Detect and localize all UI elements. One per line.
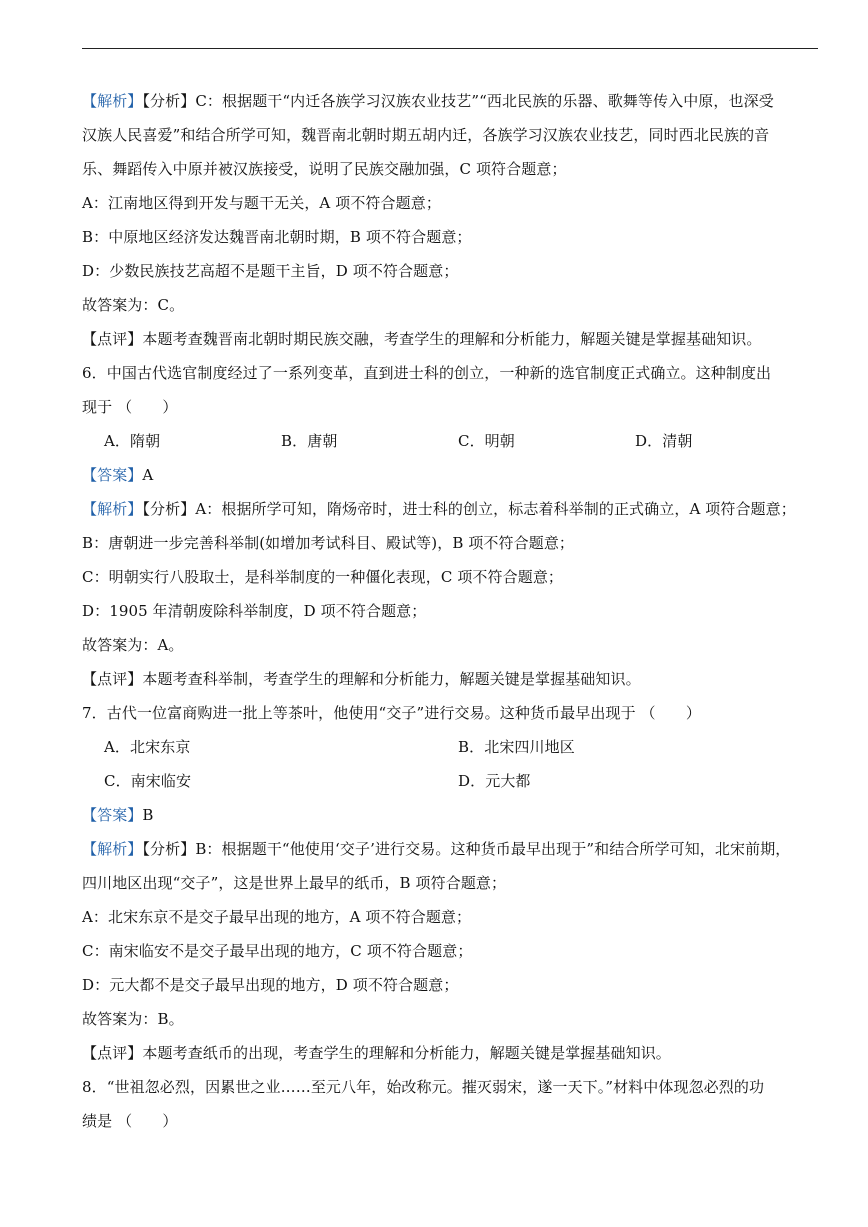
analysis-line: B：唐朝进一步完善科举制(如增加考试科目、殿试等)，B 项不符合题意；	[82, 534, 575, 552]
question-stem: 绩是 （ ）	[82, 1112, 178, 1130]
answer-value: B	[142, 806, 154, 824]
analysis-line: 故答案为：C。	[82, 296, 185, 314]
daan-label: 【答案】	[82, 466, 143, 484]
review-line	[82, 1036, 818, 1070]
dianping-label: 【点评】	[82, 330, 143, 348]
fenxi-label: 【分析】	[142, 500, 196, 518]
jiexi-label: 【解析】	[82, 92, 143, 110]
option-b: B．唐朝	[281, 432, 338, 450]
review-line	[82, 662, 818, 696]
option-c: C．明朝	[458, 432, 515, 450]
analysis-line: C：明朝实行八股取士，是科举制度的一种僵化表现，C 项不符合题意；	[82, 568, 564, 586]
analysis-line: C：南宋临安不是交子最早出现的地方，C 项不符合题意；	[82, 942, 473, 960]
review-text: 本题考查纸币的出现，考查学生的理解和分析能力，解题关键是掌握基础知识。	[142, 1044, 671, 1062]
jiexi-label: 【解析】	[82, 840, 143, 858]
dianping-label: 【点评】	[82, 670, 143, 688]
fenxi-label: 【分析】	[142, 92, 196, 110]
options-row	[82, 764, 818, 798]
document-body	[82, 84, 818, 1138]
analysis-line: 故答案为：B。	[82, 1010, 184, 1028]
jiexi-label: 【解析】	[82, 500, 143, 518]
analysis-line: 四川地区出现“交子”，这是世界上最早的纸币，B 项符合题意；	[82, 874, 507, 892]
answer-line	[82, 458, 818, 492]
analysis-line: B：中原地区经济发达魏晋南北朝时期，B 项不符合题意；	[82, 228, 472, 246]
question-stem: 7．古代一位富商购进一批上等茶叶，他使用“交子”进行交易。这种货币最早出现于 （ ）	[82, 704, 701, 722]
dianping-label: 【点评】	[82, 1044, 143, 1062]
option-d: D．清朝	[635, 432, 693, 450]
analysis-text: C：根据题干“内迁各族学习汉族农业技艺”“西北民族的乐器、歌舞等传入中原，也深受	[195, 92, 774, 110]
options-row	[82, 424, 818, 458]
analysis-line: 汉族人民喜爱”和结合所学可知，魏晋南北朝时期五胡内迁，各族学习汉族农业技艺，同时西北民族的音	[82, 126, 770, 144]
analysis-line: A：江南地区得到开发与题干无关，A 项不符合题意；	[82, 194, 441, 212]
option-b: B．北宋四川地区	[458, 738, 575, 756]
review-line	[82, 322, 818, 356]
fenxi-label: 【分析】	[142, 840, 196, 858]
analysis-line: D：少数民族技艺高超不是题干主旨，D 项不符合题意；	[82, 262, 459, 280]
analysis-line	[82, 84, 818, 118]
analysis-line: A：北宋东京不是交子最早出现的地方，A 项不符合题意；	[82, 908, 472, 926]
review-text: 本题考查科举制，考查学生的理解和分析能力，解题关键是掌握基础知识。	[142, 670, 641, 688]
analysis-line	[82, 492, 818, 526]
analysis-text: B：根据题干“他使用‘交子’进行交易。这种货币最早出现于”和结合所学可知，北宋前期，	[195, 840, 791, 858]
review-text: 本题考查魏晋南北朝时期民族交融，考查学生的理解和分析能力，解题关键是掌握基础知识。	[142, 330, 762, 348]
daan-label: 【答案】	[82, 806, 143, 824]
question-stem: 8．“世祖忽必烈，因累世之业……至元八年，始改称元。摧灭弱宋，遂一天下。”材料中体现忽必烈的功	[82, 1078, 765, 1096]
question-stem: 6．中国古代选官制度经过了一系列变革，直到进士科的创立，一种新的选官制度正式确立。这种制度出	[82, 364, 772, 382]
analysis-line: D：元大都不是交子最早出现的地方，D 项不符合题意；	[82, 976, 459, 994]
header-rule	[82, 48, 818, 49]
analysis-line: D：1905 年清朝废除科举制度，D 项不符合题意；	[82, 602, 427, 620]
analysis-line	[82, 832, 818, 866]
question-stem: 现于 （ ）	[82, 398, 178, 416]
answer-value: A	[142, 466, 154, 484]
answer-line	[82, 798, 818, 832]
option-a: A．北宋东京	[104, 738, 191, 756]
analysis-text: A：根据所学可知，隋炀帝时，进士科的创立，标志着科举制的正式确立，A 项符合题意；	[195, 500, 796, 518]
analysis-line: 乐、舞蹈传入中原并被汉族接受，说明了民族交融加强，C 项符合题意；	[82, 160, 567, 178]
options-row	[82, 730, 818, 764]
option-c: C．南宋临安	[104, 772, 192, 790]
option-a: A．隋朝	[104, 432, 161, 450]
analysis-line: 故答案为：A。	[82, 636, 184, 654]
option-d: D．元大都	[458, 772, 531, 790]
